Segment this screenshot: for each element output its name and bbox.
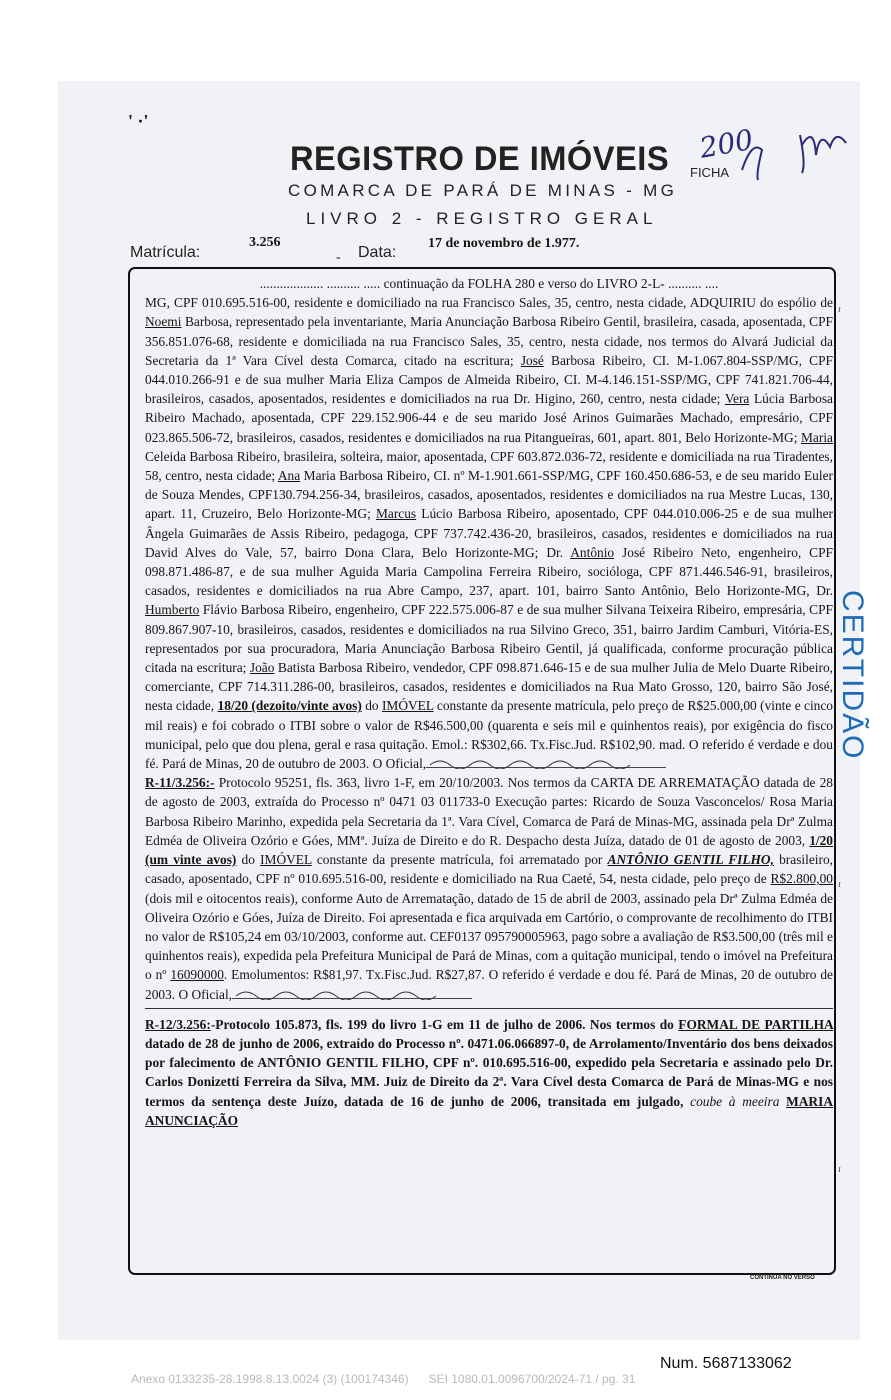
paragraph-acquisition: MG, CPF 010.695.516-00, residente e domiciliado na rua Francisco Sales, 35, centro, nesta cidade, ADQUIRIU do espólio de Noemi Barbosa, representado pela inventariante, Maria Anunciação Barbosa Ribeiro Gentil, brasileira, casada, aposentada, CPF 356.851.076-68, residente e domiciliada na rua Francisco Sales, 35, centro, nesta cidade, nos termos do Alvará Judicial da Secretaria da 1ª Vara Cível desta Comarca, citado na escritura; José Barbosa Ribeiro, CI. M-1.067.804-SSP/MG, CPF 044.010.266-91 e de sua mulher Maria Eliza Campos de Almeida Ribeiro, CI. M-4.146.151-SSP/MG, CPF 741.821.706-44, brasileiros, casados, aposentados, residentes e domiciliados na rua Dr. Higino, 260, centro, nesta cidade; Vera Lúcia Barbosa Ribeiro Machado, aposentada, CPF 229.152.906-44 e de seu marido José Arinos Guimarães Machado, empresário, CPF 023.865.506-72, brasileiros, casados, residentes e domiciliados na rua Pitangueiras, 601, apart. 801, Belo Horizonte-MG; Maria Celeida Barbosa Ribeiro, brasileira, solteira, maior, aposentada, CPF 603.872.036-72, residente e domiciliada na rua Tiradentes, 58, centro, nesta cidade; Ana Maria Barbosa Ribeiro, CI. nº M-1.901.661-SSP/MG, CPF 160.450.686-53, e de seu marido Euler de Souza Mendes, CPF130.794.256-34, brasileiros, casados, aposentados, residentes e domiciliados na rua Mestre Lucas, 130, apart. 11, Cruzeiro, Belo Horizonte-MG; Marcus Lúcio Barbosa Ribeiro, aposentado, CPF 044.010.006-25 e de sua mulher Ângela Guimarães de Assis Ribeiro, pedagoga, CPF 737.742.436-20, brasileiros, casados, residentes e domiciliados na rua David Alves do Vale, 57, bairro Dona Clara, Belo Horizonte-MG; Dr. Antônio José Ribeiro Neto, engenheiro, CPF 098.871.486-87, e de sua mulher Aguida Maria Campolina Ferreira Ribeiro, socióloga, CPF 871.446.546-91, brasileiros, casados, residentes e domiciliados na rua Abre Campo, 237, apart. 101, bairro Santo Antônio, Belo Horizonte-MG, Dr. Humberto Flávio Barbosa Ribeiro, engenheiro, CPF 222.575.006-87 e de sua mulher Silvana Teixeira Ribeiro, empresária, CPF 809.867.907-10, brasileiros, casados, residentes e domiciliados na rua Silvino Greco, 351, bairro Jardim Camburi, Vitória-ES, representados por sua procuradora, Maria Anunciação Barbosa Ribeiro Gentil, já qualificada, conforme procuração pública citada na escritura; João Batista Barbosa Ribeiro, vendedor, CPF 098.871.646-15 e de sua mulher Julia de Melo Duarte Ribeiro, comerciante, CPF 714.311.286-00, brasileiros, casados, residentes e domiciliados na Rua Mato Grosso, 120, bairro São José, nesta cidade, 18/20 (dezoito/vinte avos) do IMÓVEL constante da presente matrícula, pelo preço de R$25.000,00 (vinte e cinco mil reais) e foi cobrado o ITBI sobre o valor de R$46.500,00 (quarenta e seis mil e quinhentos reais), por exigência do fisco municipal, pelo que dou plena, geral e rasa quitação. Emol.: R$302,66. Tx.Fisc.Jud. R$102,90. mad. O referido é verdade e dou fé. Pará de Minas, 20 de outubro de 2003. O Oficial, xyxy=(145,295,834,772)
name-noemi: Noemi xyxy=(145,314,182,330)
footer-annex: Anexo 0133235-28.1998.8.13.0024 (3) (100174346) SEI 1080.01.0096700/2024-71 / pg. 31 xyxy=(131,1372,636,1386)
livro-subtitle: LIVRO 2 - REGISTRO GERAL xyxy=(306,209,658,228)
r11-label: R-11/3.256:- xyxy=(145,775,215,791)
record-r11: R-11/3.256:- Protocolo 95251, fls. 363, livro 1-F, em 20/10/2003. Nos termos da CARTA DE ARREMATAÇÃO datada de 28 de agosto de 2003, extraída do Processo nº 0471 03 011733-0 Execução partes: Ricardo de Souza Vasconcelos/ Rosa Maria Barbosa Ribeiro Marinho, expedida pela Secretaria da 1ª. Vara Cível, Comarca de Pará de Minas-MG, assinada pela Drª Zulma Edméa de Oliveira Ozório e Góes, MMª. Juíza de Direito e do R. Despacho desta Juíza, datado de 01 de agosto de 2003, 1/20 (um vinte avos) do IMÓVEL constante da presente matrícula, foi arrematado por ANTÔNIO GENTIL FILHO, brasileiro, casado, aposentado, CPF nº 010.695.516-00, residente e domiciliado na Rua Caeté, 54, nesta cidade, pelo preço de R$2.800,00 (dois mil e oitocentos reais), conforme Auto de Arrematação, datado de 15 de abril de 2003, assinado pela Drª Zulma Edméa de Oliveira Ozório e Góes, Juíza de Direito. Foi apresentada e fica arquivada em Cartório, o comprovante de recolhimento do ITBI no valor de R$105,24 em 03/10/2003, conforme aut. CEF0137 095790005963, pago sobre a avaliação de R$3.500,00 (três mil e quinhentos reais), expedida pela Prefeitura Municipal de Pará de Minas, com a quitação municipal, tendo o imóvel na Prefeitura o nº 16090000. Emolumentos: R$81,97. Tx.Fisc.Jud. R$27,87. O referido é verdade e dou fé. Pará de Minas, 20 de outubro de 2003. O Oficial, xyxy=(145,775,834,1002)
dots-right: .......... .... xyxy=(668,276,719,291)
name-joao: João xyxy=(249,660,275,676)
iptu-number: 16090000 xyxy=(170,967,224,983)
data-label: Data: xyxy=(358,244,397,261)
formal-partilha: FORMAL DE PARTILHA xyxy=(678,1016,833,1032)
ficha-label: FICHA xyxy=(690,165,729,180)
margin-initials-1: ı xyxy=(838,303,842,315)
r11-price: R$2.800,00 xyxy=(770,871,833,887)
name-marcus: Marcus xyxy=(375,506,417,522)
heir-name: MARIA ANUNCIAÇÃO xyxy=(145,1093,833,1128)
document-number: Num. 5687133062 xyxy=(660,1355,792,1372)
r12-label: R-12/3.256: xyxy=(145,1016,211,1032)
document-title: REGISTRO DE IMÓVEIS xyxy=(290,140,670,178)
certidao-stamp: CERTIDÃO xyxy=(836,590,869,761)
comarca-subtitle: COMARCA DE PARÁ DE MINAS - MG xyxy=(288,181,678,200)
data-value: 17 de novembro de 1.977. xyxy=(428,236,580,251)
name-maria: Maria xyxy=(801,429,833,445)
oficial-signature xyxy=(426,755,666,768)
name-ana: Ana xyxy=(277,468,301,484)
name-jose: José xyxy=(520,352,544,368)
record-r12: R-12/3.256:-Protocolo 105.873, fls. 199 do livro 1-G em 11 de julho de 2006. Nos termos do FORMAL DE PARTILHA datado de 28 de junho de 2006, extraído do Processo nº. 0471.06.066897-0, de Arrolamento/Inventário dos bens deixados por falecimento de ANTÔNIO GENTIL FILHO, CPF nº. 010.695.516-00, expedido pela Secretaria e assinado pelo Dr. Carlos Donizetti Ferreira da Silva, MM. Juiz de Direito da 2ª. Vara Cível desta Comarca de Pará de Minas-MG e nos termos da sentença deste Juízo, datada de 16 de junho de 2006, transitada em julgado, coube à meeira MARIA ANUNCIAÇÃO xyxy=(145,1016,833,1128)
ficha-handwritten-value: 200 xyxy=(700,122,756,165)
name-antonio: Antônio xyxy=(570,544,615,560)
margin-initials-2: ı xyxy=(838,878,842,890)
handwritten-ficha-number xyxy=(700,115,860,200)
header-separator: - xyxy=(336,250,341,265)
coube-meeira: coube à meeira xyxy=(690,1093,780,1109)
name-vera: Vera xyxy=(724,391,750,407)
matricula-label: Matrícula: xyxy=(130,244,201,261)
buyer-name: ANTÔNIO GENTIL FILHO, xyxy=(607,852,774,868)
matricula-value: 3.256 xyxy=(249,235,281,250)
continuation-text: continuação da FOLHA 280 e verso do LIVRO 2-L- xyxy=(383,276,665,291)
imovel-ref: IMÓVEL xyxy=(381,698,434,714)
fraction-18-20: 18/20 (dezoito/vinte avos) xyxy=(217,698,362,714)
registry-text xyxy=(145,274,833,1130)
continua-no-verso: CONTINUA NO VERSO xyxy=(750,1275,815,1281)
dots-left: ................... .......... ..... xyxy=(259,276,381,291)
imovel-ref-r11: IMÓVEL xyxy=(260,852,312,868)
margin-initials-3: ı xyxy=(838,1163,842,1175)
scan-marks: ' ·' xyxy=(128,111,149,131)
oficial-signature-r11 xyxy=(232,986,472,999)
name-humberto: Humberto xyxy=(145,602,200,618)
record-divider xyxy=(145,1008,833,1009)
continuation-line xyxy=(145,274,833,293)
fraction-1-20: 1/20 (um vinte avos) xyxy=(145,832,833,868)
